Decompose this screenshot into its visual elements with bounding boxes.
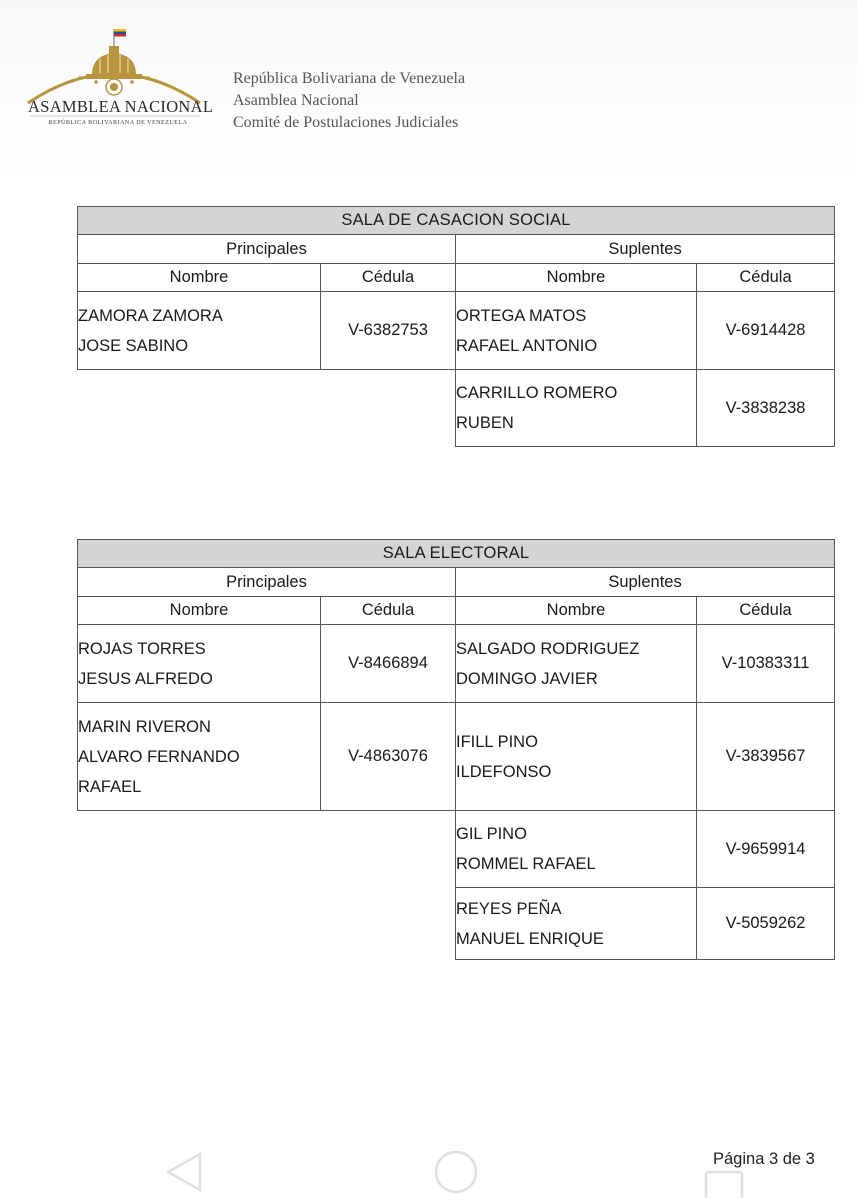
page-number: Página 3 de 3 (713, 1150, 815, 1168)
document-header (0, 0, 857, 185)
suplente-name (456, 370, 697, 447)
name-line: JOSE SABINO (78, 336, 189, 355)
column-header-cedula: Cédula (697, 264, 835, 292)
suplente-cedula: V-3838238 (697, 370, 835, 447)
home-icon[interactable] (432, 1148, 480, 1196)
name-line: ORTEGA MATOS (456, 306, 587, 325)
name-line: RAFAEL (78, 777, 142, 796)
empty-cell (78, 370, 456, 447)
name-line: IFILL PINO (456, 732, 538, 751)
name-line: RUBEN (456, 414, 514, 432)
column-header-nombre: Nombre (78, 264, 321, 292)
suplente-name (456, 703, 697, 811)
name-line: CARRILLO ROMERO (456, 384, 618, 402)
table-sala-casacion-social (77, 206, 835, 447)
name-line: DOMINGO JAVIER (456, 669, 598, 688)
suplente-name (456, 888, 697, 960)
column-header-nombre: Nombre (456, 597, 697, 625)
principal-cedula: V-8466894 (321, 625, 456, 703)
principales-header: Principales (78, 568, 456, 597)
name-line: RAFAEL ANTONIO (456, 336, 598, 355)
name-line: ROJAS TORRES (78, 639, 206, 658)
name-line: ALVARO FERNANDO (78, 747, 240, 766)
principales-header: Principales (78, 235, 456, 264)
table-title: SALA DE CASACION SOCIAL (78, 207, 835, 235)
system-nav-bar (0, 1140, 857, 1200)
principal-cedula: V-6382753 (321, 292, 456, 370)
name-line: SALGADO RODRIGUEZ (456, 639, 640, 658)
table-sala-electoral (77, 539, 835, 960)
table-row (78, 292, 835, 370)
suplente-name (456, 811, 697, 888)
name-line: MARIN RIVERON (78, 717, 211, 736)
header-text (233, 68, 465, 134)
principal-cedula: V-4863076 (321, 703, 456, 811)
suplente-cedula: V-9659914 (697, 811, 835, 888)
table-row (78, 370, 835, 447)
suplente-name (456, 292, 697, 370)
suplente-cedula: V-3839567 (697, 703, 835, 811)
column-header-cedula: Cédula (321, 264, 456, 292)
header-line-republica: República Bolivariana de Venezuela (233, 70, 466, 87)
suplentes-header: Suplentes (456, 235, 835, 264)
table-row (78, 811, 835, 888)
name-line: GIL PINO (456, 825, 527, 843)
empty-cell (78, 811, 456, 888)
table-row (78, 625, 835, 703)
name-line: ZAMORA ZAMORA (78, 306, 223, 325)
principal-name (78, 625, 321, 703)
table-row (78, 703, 835, 811)
back-icon[interactable] (160, 1148, 208, 1196)
name-line: ILDEFONSO (456, 762, 552, 781)
asamblea-nacional-logo (22, 25, 214, 130)
table-title: SALA ELECTORAL (78, 540, 835, 568)
suplente-cedula: V-10383311 (697, 625, 835, 703)
name-line: ROMMEL RAFAEL (456, 855, 596, 873)
logo-subtitle: REPÚBLICA BOLIVARIANA DE VENEZUELA (48, 119, 188, 126)
principal-name (78, 703, 321, 811)
suplentes-header: Suplentes (456, 568, 835, 597)
principal-name (78, 292, 321, 370)
header-line-comite: Comité de Postulaciones Judiciales (233, 114, 459, 131)
name-line: MANUEL ENRIQUE (456, 929, 604, 948)
suplente-cedula: V-6914428 (697, 292, 835, 370)
column-header-cedula: Cédula (697, 597, 835, 625)
table-row (78, 888, 835, 960)
column-header-cedula: Cédula (321, 597, 456, 625)
logo-name: ASAMBLEA NACIONAL (28, 97, 214, 116)
recents-icon[interactable] (700, 1170, 748, 1198)
name-line: REYES PEÑA (456, 899, 562, 918)
suplente-name (456, 625, 697, 703)
column-header-nombre: Nombre (78, 597, 321, 625)
header-line-asamblea: Asamblea Nacional (233, 92, 359, 109)
name-line: JESUS ALFREDO (78, 669, 213, 688)
column-header-nombre: Nombre (456, 264, 697, 292)
empty-cell (78, 888, 456, 960)
suplente-cedula: V-5059262 (697, 888, 835, 960)
